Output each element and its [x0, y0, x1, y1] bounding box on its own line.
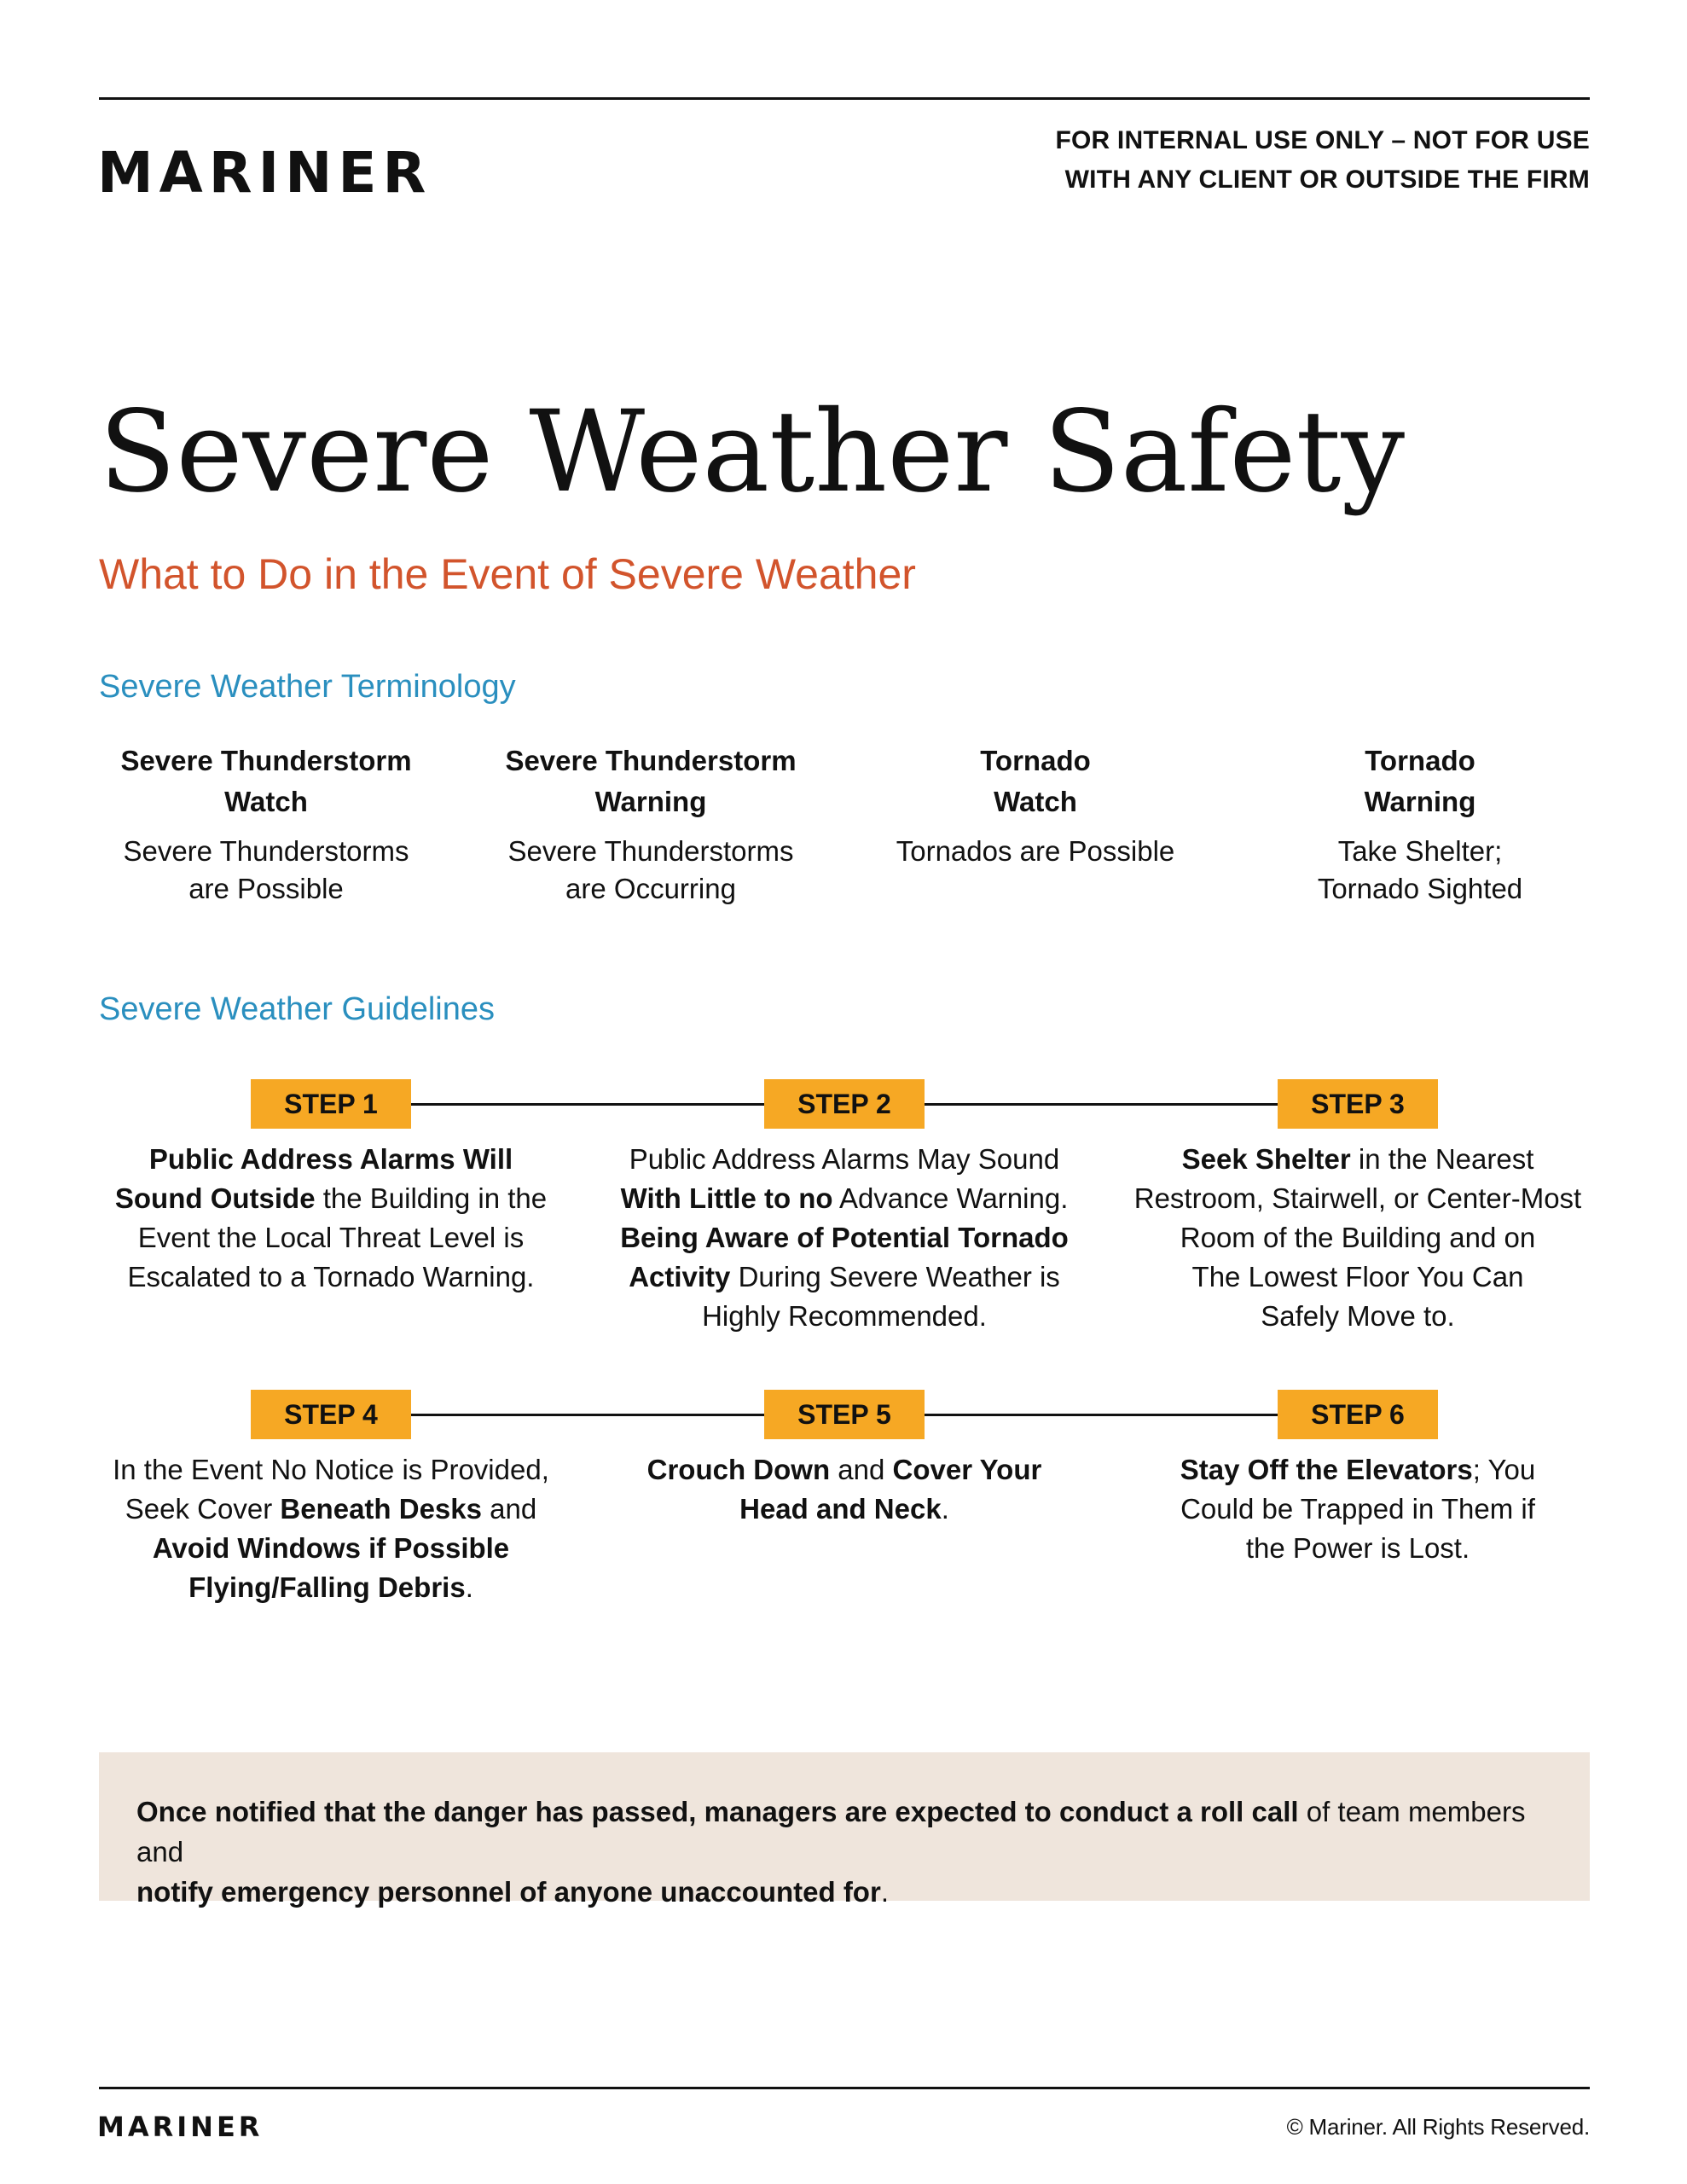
- step-text-bold: Beneath Desks: [280, 1493, 482, 1525]
- step-5-text: [606, 1450, 1083, 1529]
- term-severe-thunderstorm-watch: [96, 741, 437, 908]
- term-name: [480, 741, 821, 822]
- term-name-line: Watch: [994, 786, 1077, 817]
- step-text-line: In the Event No Notice is Provided,: [113, 1454, 549, 1485]
- step-4-badge: STEP 4: [251, 1390, 411, 1439]
- step-text-line: Restroom, Stairwell, or Center-Most: [1133, 1182, 1582, 1214]
- step-text-part: and: [830, 1454, 893, 1485]
- step-connector-line: [411, 1103, 764, 1106]
- step-4-text: [92, 1450, 570, 1607]
- mariner-logo: MARINER: [97, 140, 432, 206]
- term-name-line: Tornado: [980, 745, 1091, 776]
- term-description: [96, 833, 437, 908]
- term-desc-line: Take Shelter;: [1337, 835, 1503, 867]
- header-rule: [99, 97, 1590, 100]
- step-text-line: Event the Local Threat Level is: [137, 1222, 525, 1253]
- step-1-badge: STEP 1: [251, 1079, 411, 1129]
- term-desc-line: Severe Thunderstorms: [123, 835, 409, 867]
- step-text-bold: Activity: [629, 1261, 731, 1292]
- term-description: [1249, 833, 1591, 908]
- disclaimer-line: FOR INTERNAL USE ONLY – NOT FOR USE: [1055, 126, 1590, 154]
- step-6-text: [1119, 1450, 1597, 1568]
- step-2-text: [606, 1140, 1083, 1336]
- step-text-bold: Avoid Windows if Possible: [152, 1532, 510, 1564]
- step-text-bold: Head and Neck: [739, 1493, 942, 1525]
- term-name: [96, 741, 437, 822]
- step-text-line: Safely Move to.: [1261, 1300, 1455, 1332]
- step-text-bold: Seek Shelter: [1181, 1143, 1351, 1175]
- step-3-badge: STEP 3: [1278, 1079, 1438, 1129]
- step-text-line: Could be Trapped in Them if: [1180, 1493, 1535, 1525]
- note-bold: Once notified that the danger has passed, managers are expected to conduct a roll call: [136, 1796, 1299, 1827]
- term-tornado-warning: [1249, 741, 1591, 908]
- term-desc-line: Tornado Sighted: [1317, 873, 1523, 904]
- roll-call-note: [99, 1752, 1590, 1908]
- step-text-bold: Sound Outside: [114, 1182, 316, 1214]
- note-bold: notify emergency personnel of anyone unaccounted for: [136, 1876, 881, 1908]
- term-desc-line: Tornados are Possible: [896, 835, 1175, 867]
- note-text: .: [880, 1876, 889, 1908]
- page-subtitle: What to Do in the Event of Severe Weather: [99, 550, 916, 598]
- page-title: Severe Weather Safety: [99, 386, 1406, 518]
- step-connector-line: [925, 1103, 1278, 1106]
- internal-use-disclaimer: [942, 121, 1590, 200]
- step-connector-line: [411, 1414, 764, 1416]
- step-text-bold: Flying/Falling Debris: [188, 1571, 466, 1603]
- step-text-part: ; You: [1472, 1454, 1536, 1485]
- step-1-text: [92, 1140, 570, 1297]
- step-text-part: .: [465, 1571, 473, 1603]
- step-text-part: Seek Cover: [125, 1493, 281, 1525]
- term-name: [1249, 741, 1591, 822]
- guidelines-heading: Severe Weather Guidelines: [99, 991, 495, 1027]
- term-description: [480, 833, 821, 908]
- step-text-line: Room of the Building and on: [1180, 1222, 1536, 1253]
- disclaimer-line: WITH ANY CLIENT OR OUTSIDE THE FIRM: [1064, 166, 1590, 194]
- note-text: of team members and: [136, 1796, 1526, 1867]
- term-name-line: Watch: [224, 786, 308, 817]
- term-name-line: Severe Thunderstorm: [505, 745, 797, 776]
- term-desc-line: are Occurring: [565, 873, 736, 904]
- term-name: [865, 741, 1206, 822]
- step-text-line: Highly Recommended.: [702, 1300, 987, 1332]
- step-text-bold: With Little to no: [620, 1182, 833, 1214]
- step-text-bold: Being Aware of Potential Tornado: [620, 1222, 1069, 1253]
- term-tornado-watch: [865, 741, 1206, 870]
- term-desc-line: are Possible: [188, 873, 344, 904]
- step-text-line: the Power is Lost.: [1245, 1532, 1470, 1564]
- step-5-badge: STEP 5: [764, 1390, 925, 1439]
- step-text-part: Advance Warning.: [832, 1182, 1069, 1214]
- term-name-line: Tornado: [1365, 745, 1475, 776]
- step-text-line: Public Address Alarms May Sound: [629, 1143, 1060, 1175]
- term-name-line: Warning: [594, 786, 707, 817]
- step-6-badge: STEP 6: [1278, 1390, 1438, 1439]
- footer-rule: [99, 2087, 1590, 2089]
- copyright-text: © Mariner. All Rights Reserved.: [1286, 2114, 1590, 2140]
- step-text-line: The Lowest Floor You Can: [1191, 1261, 1524, 1292]
- term-description: [865, 833, 1206, 870]
- terminology-heading: Severe Weather Terminology: [99, 669, 516, 705]
- footer-mariner-logo: MARINER: [97, 2111, 264, 2143]
- step-text-part: .: [941, 1493, 949, 1525]
- step-connector-line: [925, 1414, 1278, 1416]
- step-text-bold: Stay Off the Elevators: [1180, 1454, 1473, 1485]
- step-text-line: Escalated to a Tornado Warning.: [127, 1261, 535, 1292]
- step-text-bold: Cover Your: [892, 1454, 1042, 1485]
- step-text-part: in the Nearest: [1350, 1143, 1534, 1175]
- step-text-bold: Public Address Alarms Will: [148, 1143, 513, 1175]
- term-severe-thunderstorm-warning: [480, 741, 821, 908]
- term-name-line: Warning: [1364, 786, 1476, 817]
- term-desc-line: Severe Thunderstorms: [507, 835, 794, 867]
- step-text-bold: Crouch Down: [646, 1454, 831, 1485]
- term-name-line: Severe Thunderstorm: [120, 745, 412, 776]
- step-3-text: [1119, 1140, 1597, 1336]
- step-text-part: and: [481, 1493, 537, 1525]
- step-2-badge: STEP 2: [764, 1079, 925, 1129]
- step-text-part: the Building in the: [315, 1182, 548, 1214]
- step-text-part: During Severe Weather is: [730, 1261, 1060, 1292]
